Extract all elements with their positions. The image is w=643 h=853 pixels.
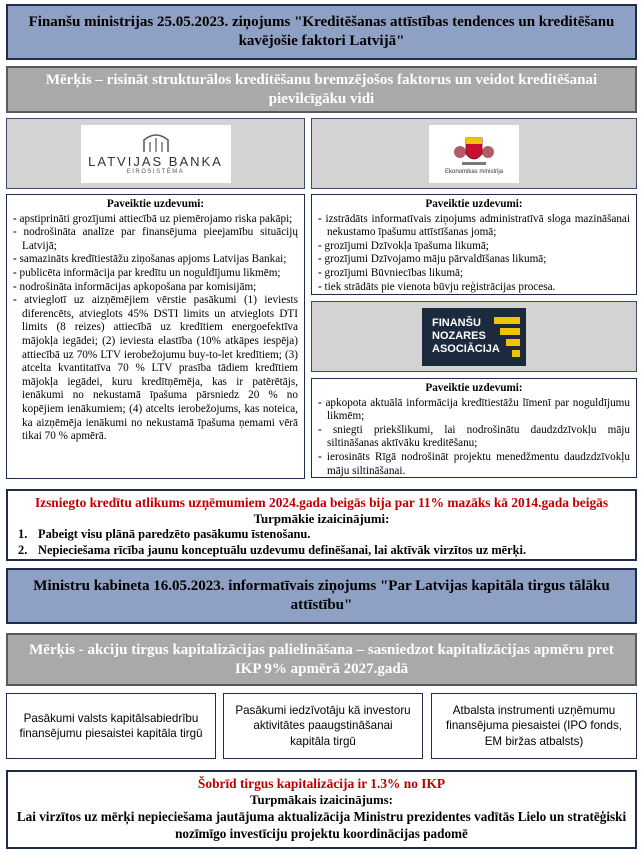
section2-next-text: Lai virzītos uz mērķi nepieciešama jautājuma aktualizācija Ministru prezidentes vadītās Lielo un stratēģiski nozīmīgo investīciju projektu koordinācijas padomē: [16, 809, 627, 841]
section2-next-heading: Turpmākais izaicinājums:: [250, 793, 393, 807]
section2-title-text: Ministru kabineta 16.05.2023. informatīvais ziņojums "Par Latvijas kapitāla tirgus tālāku attīstību": [33, 578, 610, 613]
ministry-tasks: [311, 194, 637, 295]
list-item: - apkopota aktuālā informācija kredītiestāžu līmenī par noguldījumu likmēm;: [318, 397, 630, 424]
section2-goal-text: Mērķis - akciju tirgus kapitalizācijas palielināšana – sasniedzot kapitalizācijas apmēru pret IKP 9% apmērā 2027.gadā: [29, 641, 614, 677]
list-item: - grozījumi Būvniecības likumā;: [318, 267, 630, 281]
measure-state-companies: [6, 693, 216, 759]
fna-logo-line2: NOZARES: [432, 330, 486, 342]
fna-stripes-icon: [494, 317, 520, 357]
section1-next-list: [16, 527, 627, 558]
fna-logo-line3: ASOCIĀCIJA: [432, 343, 500, 355]
section2-result: [6, 770, 637, 849]
section1-result-text: Izsniegto kredītu atlikums uzņēmumiem 2024.gada beigās bija par 11% mazāks kā 2014.gada beigās: [34, 495, 609, 510]
list-item: - publicēta informācija par kredītu un noguldījumu likmēm;: [13, 267, 298, 281]
section2-goal: [6, 633, 637, 686]
list-item-number: 2.: [18, 542, 28, 557]
list-item: - atvieglotī uz aizņēmējiem vērstie pasākumi (1) ieviests diferencēts, atvieglots 45% DSTI limits un atvieglots DTI limits (8 reizes) attiecībā uz kredītiem energoefektīva mājokļa iegādei; (2) ieviesta elastība (10% atkāpes iespēja) attiecībā uz 70% LTV ierobežojumu buy-to-let kredītiem; (3) atcelta kvantitatīva 70 % LTV prasība tādiem kredītiem mājokļa iegādei, kuru kredītņēmēja, kas ir patērētājs, ienākumi no nekustamā īpašuma pārsniedz 20 % no kopējiem ienākumiem; (4) atcelts ierobežojums, kas noteica, ka aizņēmēja ienākumi no nekustamā īpašuma ņemami vērā tikai 70 % apmērā.: [13, 294, 298, 444]
list-item: - grozījumi Dzīvokļa īpašuma likumā;: [318, 240, 630, 254]
ministry-logo: [429, 125, 519, 183]
list-item: - izstrādāts informatīvais ziņojums administratīvā sloga mazināšanai nekustamo īpašumu attīstīšanas jomā;: [318, 213, 630, 240]
list-item: - ierosināts Rīgā nodrošināt projektu menedžmentu daudzdzīvokļu māju siltināšanai.: [318, 451, 630, 478]
section2-title: [6, 568, 637, 624]
ministry-task-list: [318, 213, 630, 295]
fna-tasks: [311, 378, 637, 478]
list-item: [18, 543, 627, 559]
list-item: - apstiprināti grozījumi attiecībā uz piemērojamo riska pakāpi;: [13, 213, 298, 227]
latvijas-banka-tasks-heading: Paveiktie uzdevumi:: [106, 198, 205, 210]
fna-logo-line1: FINANŠU: [432, 317, 481, 329]
list-item: [18, 527, 627, 543]
list-item: - samazināts kredītiestāžu ziņošanas apjoms Latvijas Bankai;: [13, 253, 298, 267]
list-item: - tiek strādāts pie vienota būvju reģistrācijas procesa.: [318, 281, 630, 295]
latvijas-banka-sub: EIROSISTĒMA: [126, 169, 185, 175]
latvijas-banka-name: LATVIJAS BANKA: [88, 154, 223, 169]
latvijas-banka-task-list: [13, 213, 298, 444]
latvijas-banka-logo: [81, 125, 231, 183]
measure-text: Pasākumi valsts kapitālsabiedrību finansējumu piesaistei kapitāla tirgū: [19, 711, 203, 740]
latvijas-banka-emblem-icon: [141, 132, 171, 154]
section1-goal: [6, 66, 637, 113]
fna-task-list: [318, 397, 630, 479]
coat-of-arms-icon: [452, 132, 496, 168]
list-item-text: Pabeigt visu plānā paredzēto pasākumu īstenošanu.: [38, 527, 311, 541]
measure-support-instruments: [431, 693, 637, 759]
ministry-caption: Ekonomikas ministrija: [444, 169, 504, 175]
latvijas-banka-logo-panel: [6, 118, 305, 189]
fna-logo-panel: [311, 301, 637, 372]
fna-logo: [422, 308, 526, 366]
list-item: - nodrošināta informācijas apkopošana par komisijām;: [13, 281, 298, 295]
ministry-logo-panel: [311, 118, 637, 189]
section2-result-text: Šobrīd tirgus kapitalizācija ir 1.3% no IKP: [197, 776, 446, 791]
list-item: - sniegti priekšlikumi, lai nodrošinātu daudzdzīvokļu māju siltināšanas aktīvāku kreditēšanu;: [318, 424, 630, 451]
measure-text: Atbalsta instrumenti uzņēmumu finansējuma piesaistei (IPO fonds, EM biržas atbalsts): [446, 703, 622, 748]
section1-title-text: Finanšu ministrijas 25.05.2023. ziņojums "Kreditēšanas attīstības tendences un kreditēšanu kavējošie faktori Latvijā": [28, 14, 615, 49]
section1-next-heading: Turpmākie izaicinājumi:: [253, 512, 390, 526]
section1-title: [6, 4, 637, 60]
section1-goal-text: Mērķis – risināt strukturālos kreditēšanu bremzējošos faktorus un veidot kreditēšanai pievilcīgāku vidi: [45, 71, 598, 107]
list-item: - nodrošināta analīze par finansējuma pieejamību situācijų Latvijā;: [13, 226, 298, 253]
measure-text: Pasākumi iedzīvotāju kā investoru aktivitātes paaugstināšanai kapitāla tirgū: [235, 703, 411, 748]
latvijas-banka-tasks: [6, 194, 305, 479]
section1-result: [6, 489, 637, 561]
list-item-text: Nepieciešama rīcība jaunu konceptuālu uzdevumu definēšanai, lai aktīvāk virzītos uz mērķi.: [38, 542, 527, 557]
fna-tasks-heading: Paveiktie uzdevumi:: [425, 382, 523, 394]
measure-retail-investors: [223, 693, 423, 759]
list-item-number: 1.: [18, 527, 28, 541]
list-item: - grozījumi Dzīvojamo māju pārvaldīšanas likumā;: [318, 253, 630, 267]
ministry-tasks-heading: Paveiktie uzdevumi:: [425, 198, 523, 210]
